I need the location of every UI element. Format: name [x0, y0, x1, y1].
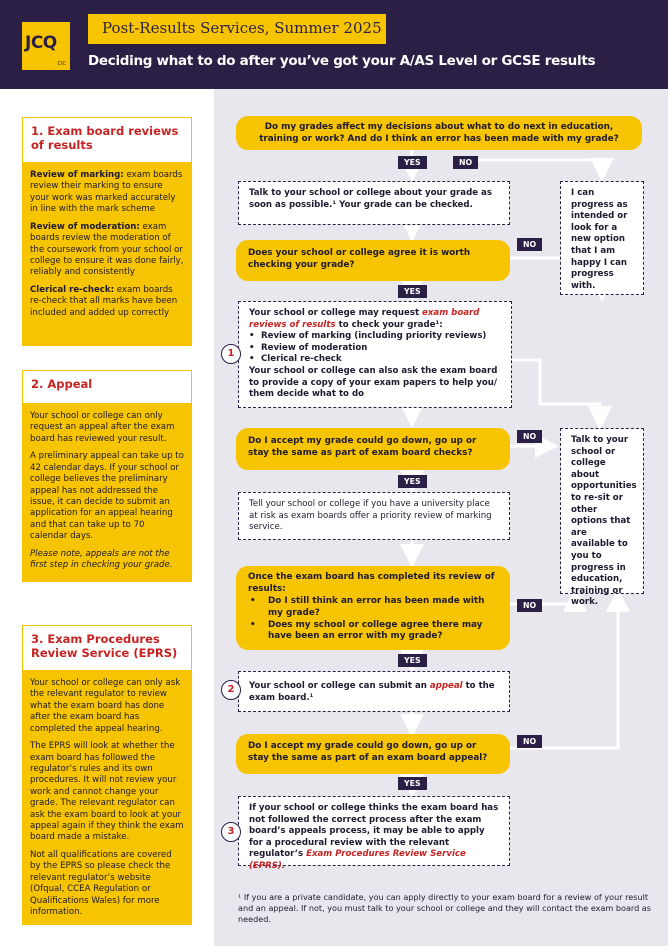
review-moderation-desc: exam boards review the moderation of the coursework from your school or college to ensure it was done fairly, reliably and consistently [30, 221, 184, 278]
review-completed-list [248, 596, 498, 644]
question-accept-checks [236, 428, 510, 470]
appeal-para-1: Your school or college can only request an appeal after the exam board has reviewed your result. [30, 411, 175, 444]
request-reviews-intro [249, 308, 501, 331]
appeal-note: Please note, appeals are not the first step in checking your grade. [30, 548, 173, 571]
question-accept-appeal [236, 734, 510, 774]
review-moderation-label: Review of moderation: [30, 221, 140, 232]
q4-no-tag: NO [517, 735, 542, 748]
clerical-recheck-label: Clerical re-check: [30, 284, 115, 295]
talk-to-school-box [238, 181, 510, 225]
appeal-para-2: A preliminary appeal can take up to 42 calendar days. If your school or college believes the preliminary appeal has not addressed the issue, it can decide to submit an application for an appeal hearing and that can take up to 70 calendar days. [30, 451, 184, 542]
request-reviews-list [249, 331, 501, 366]
clerical-recheck-desc: exam boards re-check that all marks have been included and added up correctly [30, 284, 178, 318]
step-1-marker: 1 [221, 344, 241, 364]
logo-text: JCQ [25, 33, 57, 53]
request-reviews-box [238, 301, 512, 408]
q3-pre: Do I accept [248, 436, 307, 446]
talk-to-school-text: Talk to your school or college about your grade as soon as possible.¹ Your grade can be checked. [249, 188, 492, 210]
alternative-options-box [560, 428, 644, 608]
progress-as-intended-box [560, 181, 644, 295]
review-completed-item-2: • Does my school or college agree there may have been an error with my grade? [248, 620, 498, 644]
request-reviews-post: to check your grade¹: [335, 319, 443, 330]
appeal-post: to the exam board.¹ [249, 681, 495, 703]
eprs-para-3: Not all qualifications are covered by the EPRS so please check the relevant regulator’s website (Ofqual, CCEA Regulation or Qualifications Wales) for more information. [30, 849, 172, 918]
q4-post: as part of an exam board appeal? [317, 752, 488, 763]
review-completed-intro: Once the exam board has completed its review of results: [248, 572, 495, 594]
q4-yes-tag: YES [398, 777, 427, 790]
question-grades-affect [236, 116, 642, 150]
q3-no-tag: NO [517, 430, 542, 443]
eprs-link: Exam Procedures Review Service (EPRS). [249, 849, 466, 871]
question-school-agree [236, 240, 510, 281]
q3-post: as part of exam board checks? [317, 447, 473, 458]
review-completed-item-1: • Do I still think an error has been made with my grade? [248, 596, 498, 620]
request-reviews-link: exam board reviews of results [249, 308, 480, 330]
completed-yes-tag: YES [398, 654, 427, 667]
q3-yes-tag: YES [398, 475, 427, 488]
completed-no-tag: NO [517, 599, 542, 612]
q3-bold: my grade could go down, go up or stay the same [248, 436, 477, 458]
alternative-options-text: Talk to your school or college about opportunities to re-sit or other options that are available to you to progress in education, training or work. [571, 435, 637, 608]
q1-yes-tag: YES [398, 156, 427, 169]
request-copy-papers: Your school or college can also ask the exam board to provide a copy of your exam papers to help you/ them decide what to do [249, 365, 498, 400]
submit-appeal-box [238, 671, 510, 712]
request-item-clerical: • Clerical re-check [249, 354, 501, 366]
panel-eprs-title: 3. Exam Procedures Review Service (EPRS) [31, 632, 178, 661]
page-title: Post-Results Services, Summer 2025 [102, 19, 382, 37]
eprs-application-box [238, 796, 510, 871]
request-item-moderation: • Review of moderation [249, 343, 501, 355]
footnote: ¹ If you are a private candidate, you can apply directly to your exam board for a review of your result and an appeal. If not, you must talk to your school or college and they will contact the exam board as needed. [238, 892, 651, 924]
step-3-marker: 3 [221, 822, 241, 842]
q4-pre: Do I accept [248, 741, 307, 751]
q2-no-tag: NO [517, 238, 542, 251]
question-school-agree-text: Does your school or college agree it is worth checking your grade? [248, 248, 471, 270]
eprs-para-2: The EPRS will look at whether the exam board has followed the regulator’s rules and its own procedures. It will not review your work and cannot change your grade. The relevant regulator can ask the exam board to look at your appeal again if they think the exam board made a mistake. [30, 741, 184, 843]
appeal-pre: Your school or college can submit an [249, 681, 430, 691]
priority-review-box [238, 492, 510, 540]
q2-yes-tag: YES [398, 285, 427, 298]
page-subtitle: Deciding what to do after you’ve got your A/AS Level or GCSE results [88, 53, 596, 69]
request-reviews-pre: Your school or college may request [249, 308, 423, 318]
review-marking-desc: exam boards review their marking to ensure your work was marked accurately in line with the mark scheme [30, 170, 183, 215]
panel-appeal-title: 2. Appeal [31, 377, 93, 391]
review-marking-label: Review of marking: [30, 170, 124, 180]
q1-no-tag: NO [453, 156, 478, 169]
panel-reviews-title: 1. Exam board reviews of results [31, 124, 179, 153]
question-grades-affect-text: Do my grades affect my decisions about what to do next in education, training or work? And do I think an error has been made with my grade? [259, 122, 619, 144]
step-2-marker: 2 [221, 680, 241, 700]
logo-sub: CIC [57, 61, 66, 67]
appeal-link: appeal [429, 681, 463, 691]
eprs-application-text: If your school or college thinks the exam board has not followed the correct process after the exam board’s appeals process, it may be able to apply for a procedural review with the relevant regulator’s [249, 803, 499, 860]
q4-bold: my grade could go down, go up or stay the same [248, 741, 477, 763]
progress-as-intended-text: I can progress as intended or look for a new option that I am happy I can progress with. [571, 188, 628, 291]
priority-review-text: Tell your school or college if you have a university place at risk as exam boards offer a priority review of marking service. [249, 499, 492, 533]
review-completed-box [236, 566, 510, 650]
request-item-marking: • Review of marking (including priority reviews) [249, 331, 501, 343]
eprs-para-1: Your school or college can only ask the relevant regulator to review what the exam board has done after the exam board has completed the appeal hearing. [30, 678, 181, 734]
